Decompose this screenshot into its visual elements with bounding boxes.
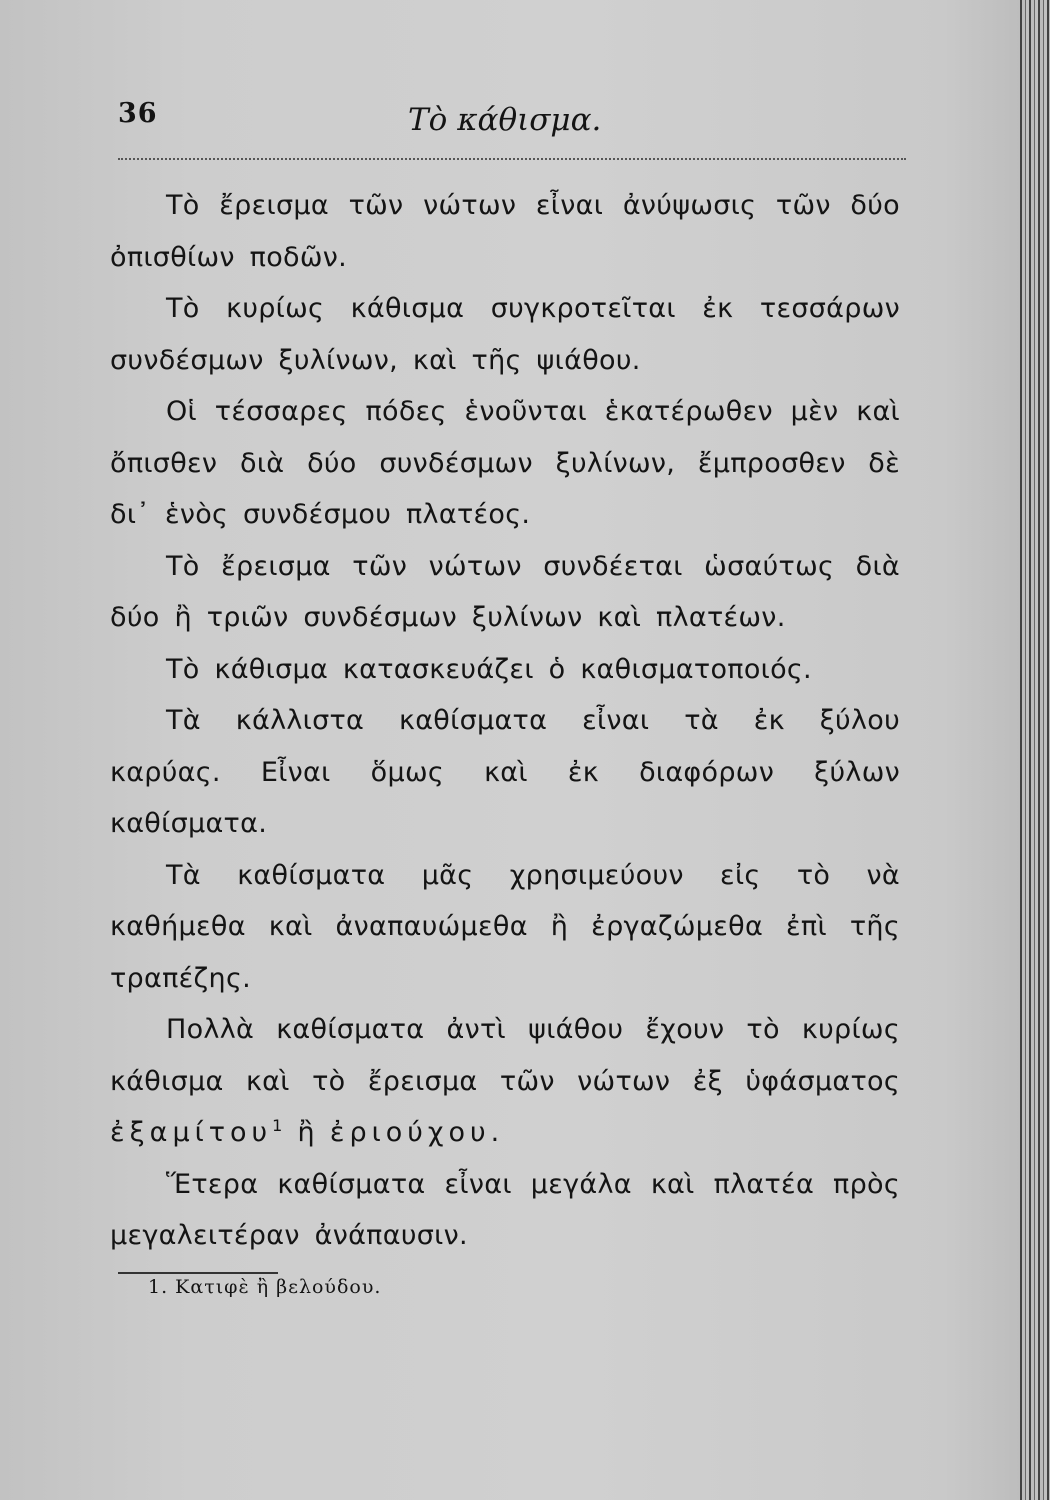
paragraph: Ἕτερα καθίσματα εἶναι μεγάλα καὶ πλατέα πρὸς μεγαλειτέραν ἀνάπαυσιν. bbox=[110, 1168, 900, 1251]
spaced-word: ἐριούχου. bbox=[329, 1117, 505, 1148]
footnote-rule bbox=[118, 1272, 278, 1274]
body-text bbox=[110, 180, 900, 1262]
paragraph: Τὰ καθίσματα μᾶς χρησιμεύουν εἰς τὸ νὰ καθήμεθα καὶ ἀναπαυώμεθα ἢ ἐργαζώμεθα ἐπὶ τῆς τραπέζης. bbox=[110, 859, 900, 994]
paragraph-text: ἢ bbox=[297, 1117, 315, 1148]
paragraph: Τὸ κάθισμα κατασκευάζει ὁ καθισματοποιός. bbox=[166, 653, 812, 685]
spaced-word: ἐξαμίτου bbox=[110, 1117, 273, 1148]
paragraph-text: Πολλὰ καθίσματα ἀντὶ ψιάθου ἔχουν τὸ κυρίως κάθισμα καὶ τὸ ἔρεισμα τῶν νώτων ἐξ ὑφάσματος bbox=[110, 1014, 900, 1097]
page-number: 36 bbox=[118, 98, 158, 129]
page-edge-binding bbox=[1020, 0, 1050, 1500]
footnote-mark: 1 bbox=[272, 1116, 283, 1135]
header-rule bbox=[118, 158, 906, 160]
paragraph: Τὸ κυρίως κάθισμα συγκροτεῖται ἐκ τεσσάρων συνδέσμων ξυλίνων, καὶ τῆς ψιάθου. bbox=[110, 293, 900, 376]
paragraph: Οἱ τέσσαρες πόδες ἑνοῦνται ἑκατέρωθεν μὲν καὶ ὄπισθεν διὰ δύο συνδέσμων ξυλίνων, ἔμπροσθεν δὲ δι᾽ ἑνὸς συνδέσμου πλατέος. bbox=[110, 396, 900, 530]
paragraph-with-footnote bbox=[110, 1004, 900, 1159]
paragraph: Τὰ κάλλιστα καθίσματα εἶναι τὰ ἐκ ξύλου καρύας. Εἶναι ὅμως καὶ ἐκ διαφόρων ξύλων καθίσματα. bbox=[110, 705, 900, 839]
footnote: 1. Κατιφὲ ἢ βελούδου. bbox=[148, 1276, 382, 1298]
paragraph: Τὸ ἔρεισμα τῶν νώτων εἶναι ἀνύψωσις τῶν δύο ὀπισθίων ποδῶν. bbox=[110, 190, 900, 273]
paragraph: Τὸ ἔρεισμα τῶν νώτων συνδέεται ὡσαύτως διὰ δύο ἢ τριῶν συνδέσμων ξυλίνων καὶ πλατέων. bbox=[110, 550, 900, 633]
page-header bbox=[118, 98, 908, 148]
running-title: Τὸ κάθισμα. bbox=[408, 102, 602, 138]
